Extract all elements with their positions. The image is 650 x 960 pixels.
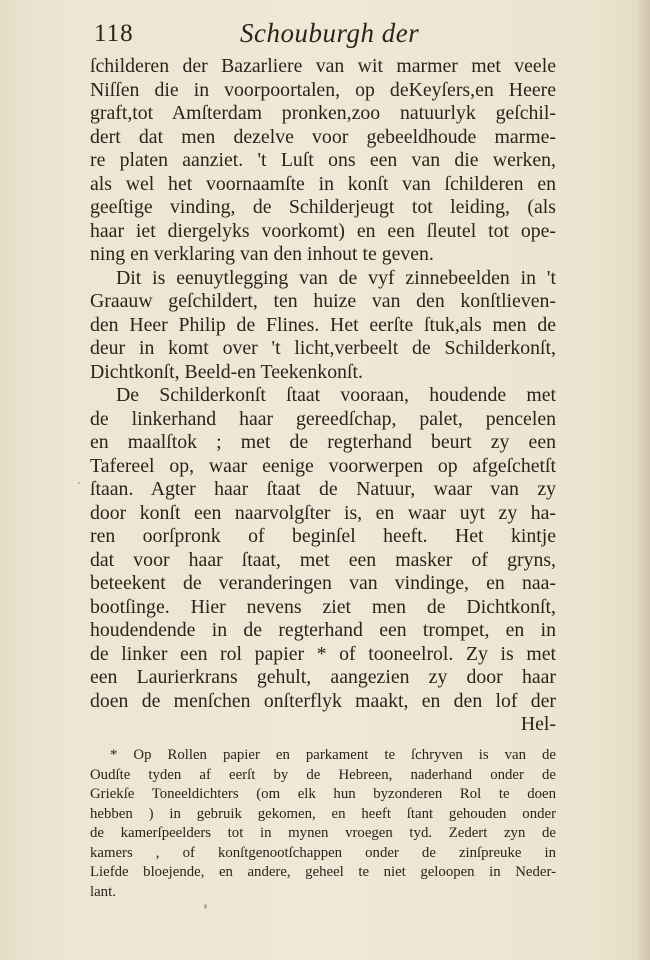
footnote-block — [90, 746, 556, 902]
footnote-line: Griekſe Toneeldichters (om elk hun byzonderen Rol te doen — [90, 786, 556, 802]
text-line: doen de menſchen onſterflyk maakt, en den lof der — [90, 689, 556, 712]
text-line: Niſſen die in voorpoortalen, op deKeyſers,en Heere — [90, 78, 556, 101]
text-line: Dichtkonſt, Beeld-en Teekenkonſt. — [90, 360, 363, 383]
text-line: door konſt een naarvolgſter is, en waar uyt zy ha- — [90, 501, 556, 524]
text-line: de linker een rol papier * of tooneelrol. Zy is met — [90, 642, 556, 665]
footnote-line: Oudſte tyden af eerſt by de Hebreen, naderhand onder de — [90, 766, 556, 783]
text-line: haar iet diergelyks voorkomt) en een ſleutel tot ope- — [90, 219, 556, 242]
paper-speck — [402, 28, 404, 30]
footnote-line: de kamerſpeelders tot in mynen vroegen tyd. Zedert zyn de — [90, 825, 556, 841]
text-line: den Heer Philip de Flines. Het eerſte ſtuk,als men de — [90, 313, 556, 336]
text-line: deur in komt over 't licht,verbeelt de Schilderkonſt, — [90, 337, 556, 359]
text-line: bootſinge. Hier nevens ziet men de Dichtkonſt, — [90, 595, 556, 618]
footnote-line: lant. — [90, 883, 116, 900]
text-line: dat voor haar ſtaat, met een masker of gryns, — [90, 548, 556, 571]
footnote-line: Liefde bloejende, en andere, geheel te niet geloopen in Neder- — [90, 864, 556, 880]
footnote-line: hebben ) in gebruik gekomen, en heeft ſtant gehouden onder — [90, 805, 556, 822]
text-line: houdendende in de regterhand een trompet, en in — [90, 619, 556, 641]
text-line: een Laurierkrans gehult, aangezien zy door haar — [90, 666, 556, 688]
footnote-line: kamers , of konſtgenootſchappen onder de zinſpreuke in — [90, 844, 556, 861]
text-line: en maalſtok ; met de regterhand beurt zy een — [90, 431, 556, 453]
text-line: de linkerhand haar gereedſchap, palet, pencelen — [90, 407, 556, 430]
text-line: ren oorſpronk of beginſel heeft. Het kintje — [90, 525, 556, 547]
text-line: ſchilderen der Bazarliere van wit marmer met veele — [90, 55, 556, 77]
page-header — [72, 16, 572, 50]
paragraph-start-line: Dit is eenuytlegging van de vyf zinnebeelden in 't — [116, 266, 556, 289]
catchword: Hel- — [520, 713, 556, 735]
paper-speck — [78, 482, 80, 484]
text-line: Graauw geſchildert, ten huize van den konſtlieven- — [90, 290, 556, 312]
text-line: ning en verklaring van den inhout te geven. — [90, 243, 434, 265]
text-line: als wel het voornaamſte in konſt van ſchilderen en — [90, 172, 556, 195]
paragraph-start-line: De Schilderkonſt ſtaat vooraan, houdende met — [116, 384, 556, 406]
text-line: re platen aanziet. 't Luſt ons een van die werken, — [90, 149, 556, 171]
text-line: geeſtige vinding, de Schilderjeugt tot leiding, (als — [90, 196, 556, 218]
footnote-line: * Op Rollen papier en parkament te ſchryven is van de — [110, 747, 556, 763]
page-edge-shadow — [636, 0, 650, 960]
text-line: Tafereel op, waar eenige voorwerpen op afgeſchetſt — [90, 454, 556, 477]
main-text-block — [90, 55, 556, 737]
text-line: graft,tot Amſterdam pronken,zoo natuurlyk geſchil- — [90, 102, 556, 124]
page-number: 118 — [94, 20, 134, 47]
text-line: ſtaan. Agter haar ſtaat de Natuur, waar van zy — [90, 478, 556, 500]
text-line: dert dat men dezelve voor gebeeldhoude marme- — [90, 125, 556, 148]
text-line: beteekent de veranderingen van vindinge, en naa- — [90, 572, 556, 594]
paper-speck — [204, 904, 207, 909]
running-head: Schouburgh der — [240, 18, 420, 48]
